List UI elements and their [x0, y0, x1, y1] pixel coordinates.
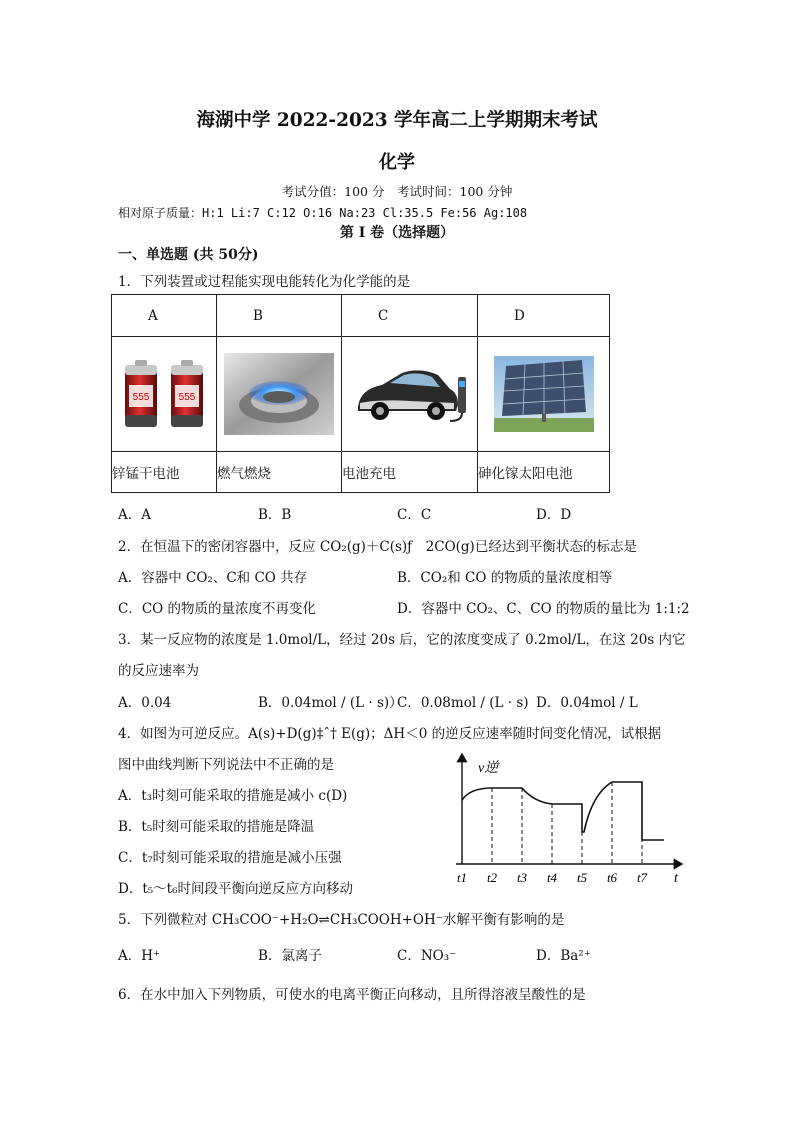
svg-text:555: 555	[132, 392, 150, 403]
electric-car-icon	[350, 359, 470, 429]
q4-stem-line2: 图中曲线判断下列说法中不正确的是	[118, 757, 334, 773]
q4-option-c: C．t₇时刻可能采取的措施是减小压强	[118, 850, 342, 866]
subject-title: 化学	[379, 152, 415, 173]
q5-option-a: A．H⁺	[118, 948, 161, 964]
q1-caption-d: 砷化镓太阳电池	[478, 452, 610, 493]
q1-option-c: C．C	[397, 507, 432, 523]
q1-option-b: B．B	[258, 507, 292, 523]
q2-option-b: B．CO₂和 CO 的物质的量浓度相等	[397, 570, 613, 586]
q1-option-table	[111, 294, 610, 493]
tick-t7: t7	[636, 870, 648, 885]
q3-option-a: A．0.04	[118, 695, 172, 711]
q4-option-b: B．t₅时刻可能采取的措施是降温	[118, 819, 315, 835]
svg-text:555: 555	[178, 392, 196, 403]
q3-option-c: C．0.08mol / (L · s)	[397, 695, 529, 711]
section-heading: 一、单选题 (共 50分)	[118, 247, 259, 263]
gas-flame-icon	[224, 353, 334, 435]
q3-stem-line2: 的反应速率为	[118, 663, 199, 679]
q4-stem-line1: 4．如图为可逆反应。A(s)+D(g)‡ˆ† E(g)；ΔH＜0 的逆反应速率随时间变化情况，试根据	[118, 726, 662, 742]
x-axis-label: t	[674, 871, 678, 886]
rate-time-graph	[446, 748, 686, 890]
q3-stem-line1: 3．某一反应物的浓度是 1.0mol/L，经过 20s 后，它的浓度变成了 0.2mol/L，在这 20s 内它	[118, 632, 686, 648]
q2-option-a: A．容器中 CO₂、C和 CO 共存	[118, 570, 308, 586]
solar-panel-icon	[494, 356, 594, 432]
q3-option-d: D．0.04mol / L	[536, 695, 638, 711]
tick-t6: t6	[606, 870, 618, 885]
q2-option-d: D．容器中 CO₂、C、CO 的物质的量比为 1:1:2	[397, 601, 690, 617]
q1-col-c: C	[342, 295, 478, 337]
time-markers	[492, 782, 642, 864]
q3-option-b: B．0.04mol / (L · s)）	[258, 695, 403, 711]
q4-option-d: D．t₅～t₆时间段平衡向逆反应方向移动	[118, 881, 353, 897]
tick-t2: t2	[486, 870, 498, 885]
q4-option-a: A．t₃时刻可能采取的措施是减小 c(D)	[118, 788, 348, 804]
q1-caption-a: 锌锰干电池	[112, 452, 217, 493]
tick-t4: t4	[546, 870, 558, 885]
q1-image-c	[342, 337, 478, 452]
q6-stem: 6．在水中加入下列物质，可使水的电离平衡正向移动，且所得溶液呈酸性的是	[118, 987, 586, 1003]
tick-t5: t5	[576, 870, 588, 885]
q1-stem: 1．下列装置或过程能实现电能转化为化学能的是	[118, 274, 411, 290]
volume-heading: 第 I 卷（选择题）	[339, 225, 455, 241]
q5-option-d: D．Ba²⁺	[536, 948, 591, 964]
q1-option-d: D．D	[536, 507, 572, 523]
q2-option-c: C．CO 的物质的量浓度不再变化	[118, 601, 317, 617]
tick-t1: t1	[456, 870, 468, 885]
q1-caption-c: 电池充电	[342, 452, 478, 493]
q1-image-a	[112, 337, 217, 452]
battery-icon	[119, 357, 209, 431]
tick-t3: t3	[516, 870, 528, 885]
q1-col-b: B	[217, 295, 342, 337]
q1-option-a: A．A	[118, 507, 151, 523]
q1-col-a: A	[112, 295, 217, 337]
q5-option-c: C．NO₃⁻	[397, 948, 457, 964]
q1-caption-b: 燃气燃烧	[217, 452, 342, 493]
q1-image-b	[217, 337, 342, 452]
exam-title: 海湖中学 2022-2023 学年高二上学期期末考试	[196, 110, 598, 131]
q5-stem: 5．下列微粒对 CH₃COO⁻+H₂O⇌CH₃COOH+OH⁻水解平衡有影响的是	[118, 912, 565, 928]
atomic-mass-line: 相对原子质量：H:1 Li:7 C:12 O:16 Na:23 Cl:35.5 Fe:56 Ag:108	[118, 206, 528, 220]
q2-stem: 2．在恒温下的密闭容器中，反应 CO₂(g)＋C(s)ƒ 2CO(g)已经达到平衡状态的标志是	[118, 539, 637, 555]
q5-option-b: B．氯离子	[258, 948, 322, 964]
y-axis-label: v逆	[478, 761, 499, 776]
q1-image-d	[478, 337, 610, 452]
exam-info: 考试分值：100 分 考试时间：100 分钟	[281, 184, 513, 199]
q1-col-d: D	[478, 295, 610, 337]
